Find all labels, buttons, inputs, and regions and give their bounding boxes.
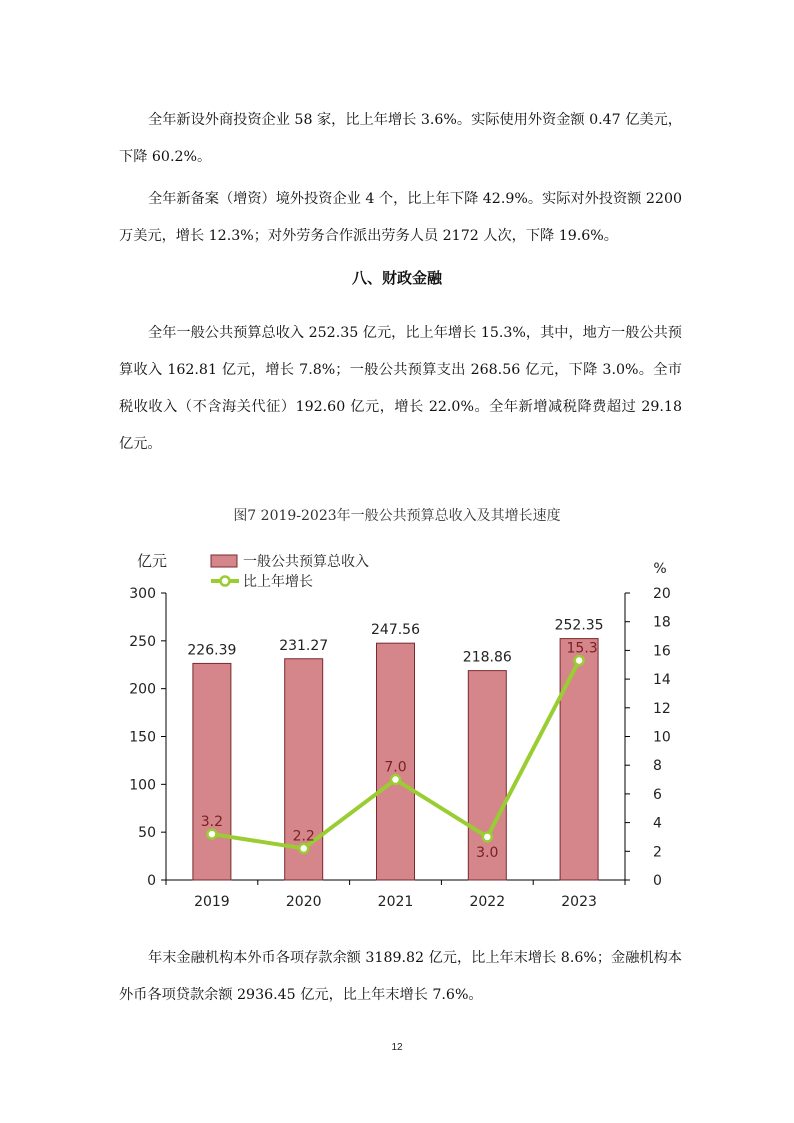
growth-point-label: 15.3 [566,640,598,657]
paragraph-fiscal-revenue: 全年一般公共预算总收入 252.35 亿元，比上年增长 15.3%，其中，地方一般公共预算收入 162.81 亿元，增长 7.8%；一般公共预算支出 268.56 亿元，下降 3.0%。全市税收收入（不含海关代征）192.60 亿元，增长 22.0%。全年新增减税降费超过 29.18 亿元。 [119,325,682,452]
left-tick-label: 0 [147,873,156,889]
right-tick-label: 14 [653,672,671,689]
left-tick-label: 150 [129,729,156,746]
left-tick-label: 300 [129,586,156,602]
legend-marker-growth [221,577,230,586]
right-tick-label: 4 [653,815,662,832]
x-tick-label: 2022 [469,894,506,910]
page-number: 12 [391,1042,403,1053]
growth-point [299,844,308,853]
x-tick-label: 2021 [377,894,414,910]
legend-label-growth: 比上年增长 [243,574,313,590]
growth-point [483,832,492,841]
x-tick-label: 2019 [194,894,230,910]
paragraph-financial-deposits: 年末金融机构本外币各项存款余额 3189.82 亿元，比上年末增长 8.6%；金融机构本外币各项贷款余额 2936.45 亿元，比上年末增长 7.6%。 [119,950,682,1003]
growth-point-label: 7.0 [384,759,407,776]
right-tick-label: 10 [653,729,671,746]
left-tick-label: 50 [138,825,156,842]
revenue-bar-label: 218.86 [462,649,512,666]
right-tick-label: 0 [653,873,662,889]
legend-swatch-revenue [211,555,237,567]
growth-point [207,830,216,839]
paragraph-outbound-investment: 全年新备案（增资）境外投资企业 4 个，比上年下降 42.9%。实际对外投资额 2200 万美元，增长 12.3%；对外劳务合作派出劳务人员 2172 人次，下降 19.6%。 [119,191,682,244]
left-tick-label: 200 [129,681,156,698]
section-heading: 八、财政金融 [351,269,442,287]
revenue-bar-label: 247.56 [371,622,420,639]
right-tick-label: 18 [653,614,671,631]
growth-point-label: 3.0 [476,844,499,861]
left-tick-label: 100 [129,777,156,794]
paragraph-foreign-investment: 全年新设外商投资企业 58 家，比上年增长 3.6%。实际使用外资金额 0.47 亿美元，下降 60.2%。 [119,112,682,165]
growth-point-label: 2.2 [292,828,315,845]
legend-label-revenue: 一般公共预算总收入 [243,554,369,570]
x-tick-label: 2023 [561,894,597,910]
growth-point [391,775,400,784]
growth-point-label: 3.2 [200,814,224,831]
x-tick-label: 2020 [285,894,322,910]
right-tick-label: 2 [653,844,662,861]
right-tick-label: 16 [653,643,671,660]
right-tick-label: 20 [653,586,671,602]
revenue-bar-label: 252.35 [554,617,604,634]
revenue-bar [193,663,231,880]
right-axis-unit: % [653,561,667,577]
right-tick-label: 6 [653,786,662,803]
growth-point [575,656,584,665]
left-axis-unit: 亿元 [136,552,168,570]
chart-title: 图7 2019-2023年一般公共预算总收入及其增长速度 [233,508,561,524]
right-tick-label: 8 [653,758,662,775]
revenue-bar [560,639,598,880]
revenue-bar-label: 226.39 [187,642,237,659]
revenue-bar-label: 231.27 [279,637,329,654]
left-tick-label: 250 [129,633,156,650]
right-tick-label: 12 [653,700,671,717]
